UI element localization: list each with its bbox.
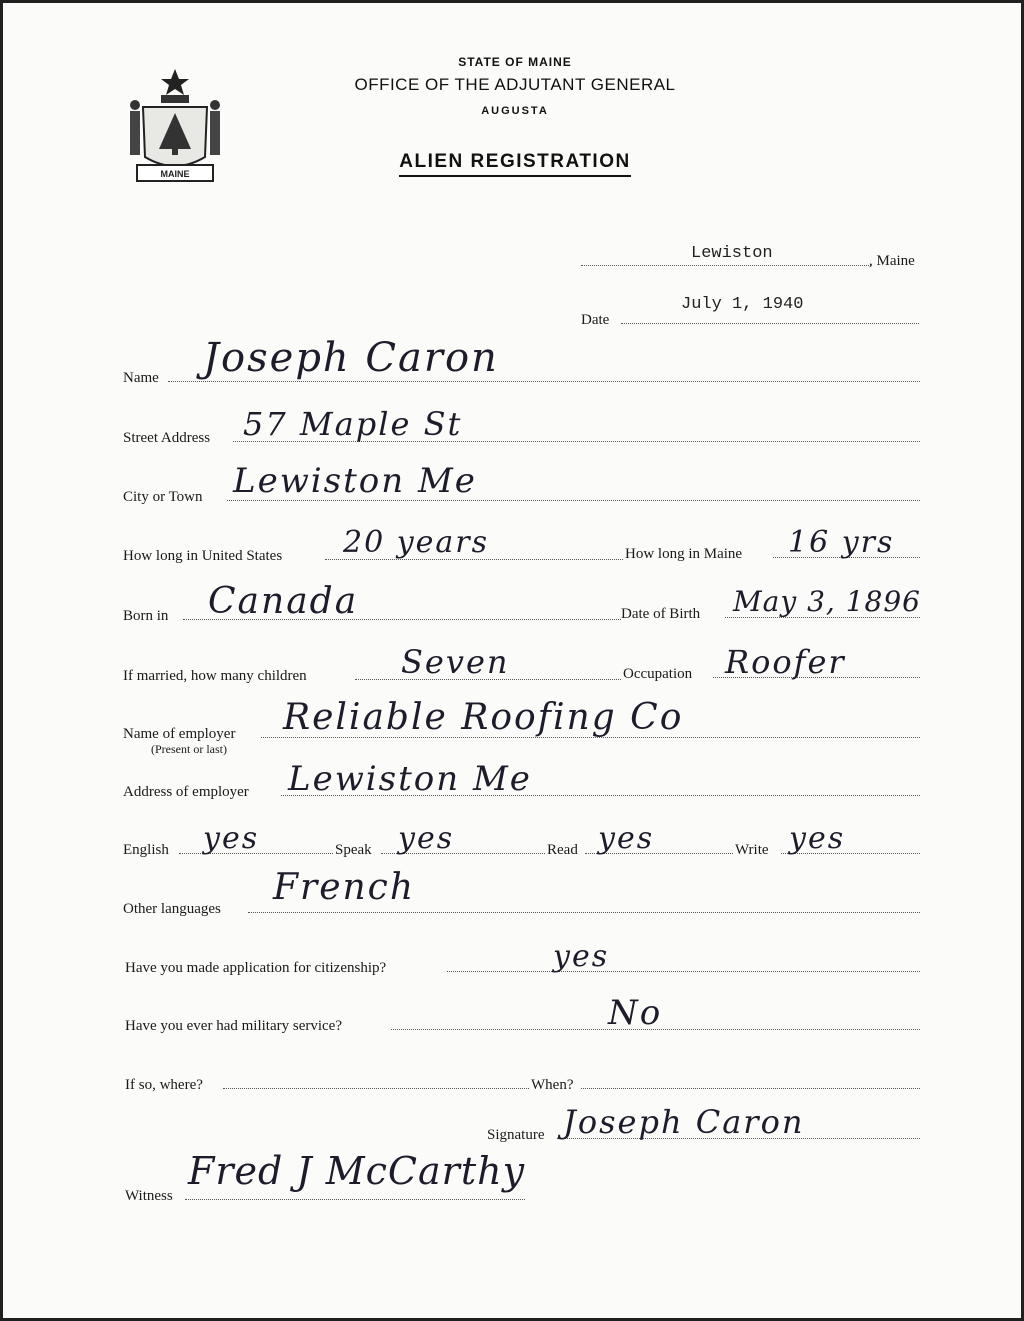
when-line [581,1088,920,1089]
read-label: Read [547,842,578,858]
town-line [581,265,871,266]
city-label: City or Town [123,489,203,505]
children-label: If married, how many children [123,668,307,684]
write-value: yes [789,821,846,856]
date-of-birth-label: Date of Birth [621,606,701,622]
military-value: No [608,993,663,1033]
english-label: English [123,842,169,858]
name-value: Joseph Caron [203,335,499,381]
citizenship-value: yes [553,939,610,974]
military-label: Have you ever had military service? [125,1018,342,1034]
speak-label: Speak [335,842,372,858]
how-long-maine-label: How long in Maine [625,546,743,562]
witness-line [185,1199,525,1200]
write-label: Write [735,842,769,858]
how-long-us-value: 20 years [343,525,490,560]
if-so-where-line [223,1088,529,1089]
name-line [168,381,920,382]
street-address-label: Street Address [123,430,211,446]
date-line [621,323,919,324]
employer-name-value: Reliable Roofing Co [283,697,684,738]
if-so-where-label: If so, where? [125,1077,203,1093]
header-city: AUGUSTA [481,105,549,117]
how-long-maine-value: 16 yrs [788,525,895,560]
other-languages-value: French [273,867,416,908]
other-languages-label: Other languages [123,901,221,917]
witness-label: Witness [125,1188,173,1204]
speak-value: yes [398,821,455,856]
occupation-value: Roofer [725,643,846,681]
witness-value: Fred J McCarthy [188,1149,526,1193]
date-of-birth-value: May 3, 1896 [733,585,921,618]
read-value: yes [598,821,655,856]
english-value: yes [203,821,260,856]
signature-value: Joseph Caron [563,1103,805,1141]
signature-label: Signature [487,1127,545,1143]
header-office: OFFICE OF THE ADJUTANT GENERAL [354,75,676,94]
other-languages-line [248,912,920,913]
born-in-value: Canada [208,581,359,622]
svg-text:MAINE: MAINE [160,169,190,179]
street-address-value: 57 Maple St [243,405,463,443]
when-label: When? [531,1077,574,1093]
form-title: ALIEN REGISTRATION [3,151,1024,177]
children-value: Seven [401,643,510,681]
date-value: July 1, 1940 [681,295,804,314]
header-state: STATE OF MAINE [458,55,572,69]
employer-name-label: Name of employer [123,726,236,742]
citizenship-label: Have you made application for citizenship? [125,960,387,976]
employer-address-value: Lewiston Me [288,759,532,799]
how-long-us-label: How long in United States [123,548,283,564]
date-label: Date [581,312,610,328]
born-in-label: Born in [123,608,169,624]
name-label: Name [123,370,159,386]
town-value: Lewiston [691,244,773,263]
occupation-label: Occupation [623,666,693,682]
city-value: Lewiston Me [233,461,477,501]
employer-address-label: Address of employer [123,784,249,800]
maine-label: , Maine [869,253,915,269]
employer-name-sublabel: (Present or last) [151,742,227,756]
citizenship-line [447,971,920,972]
